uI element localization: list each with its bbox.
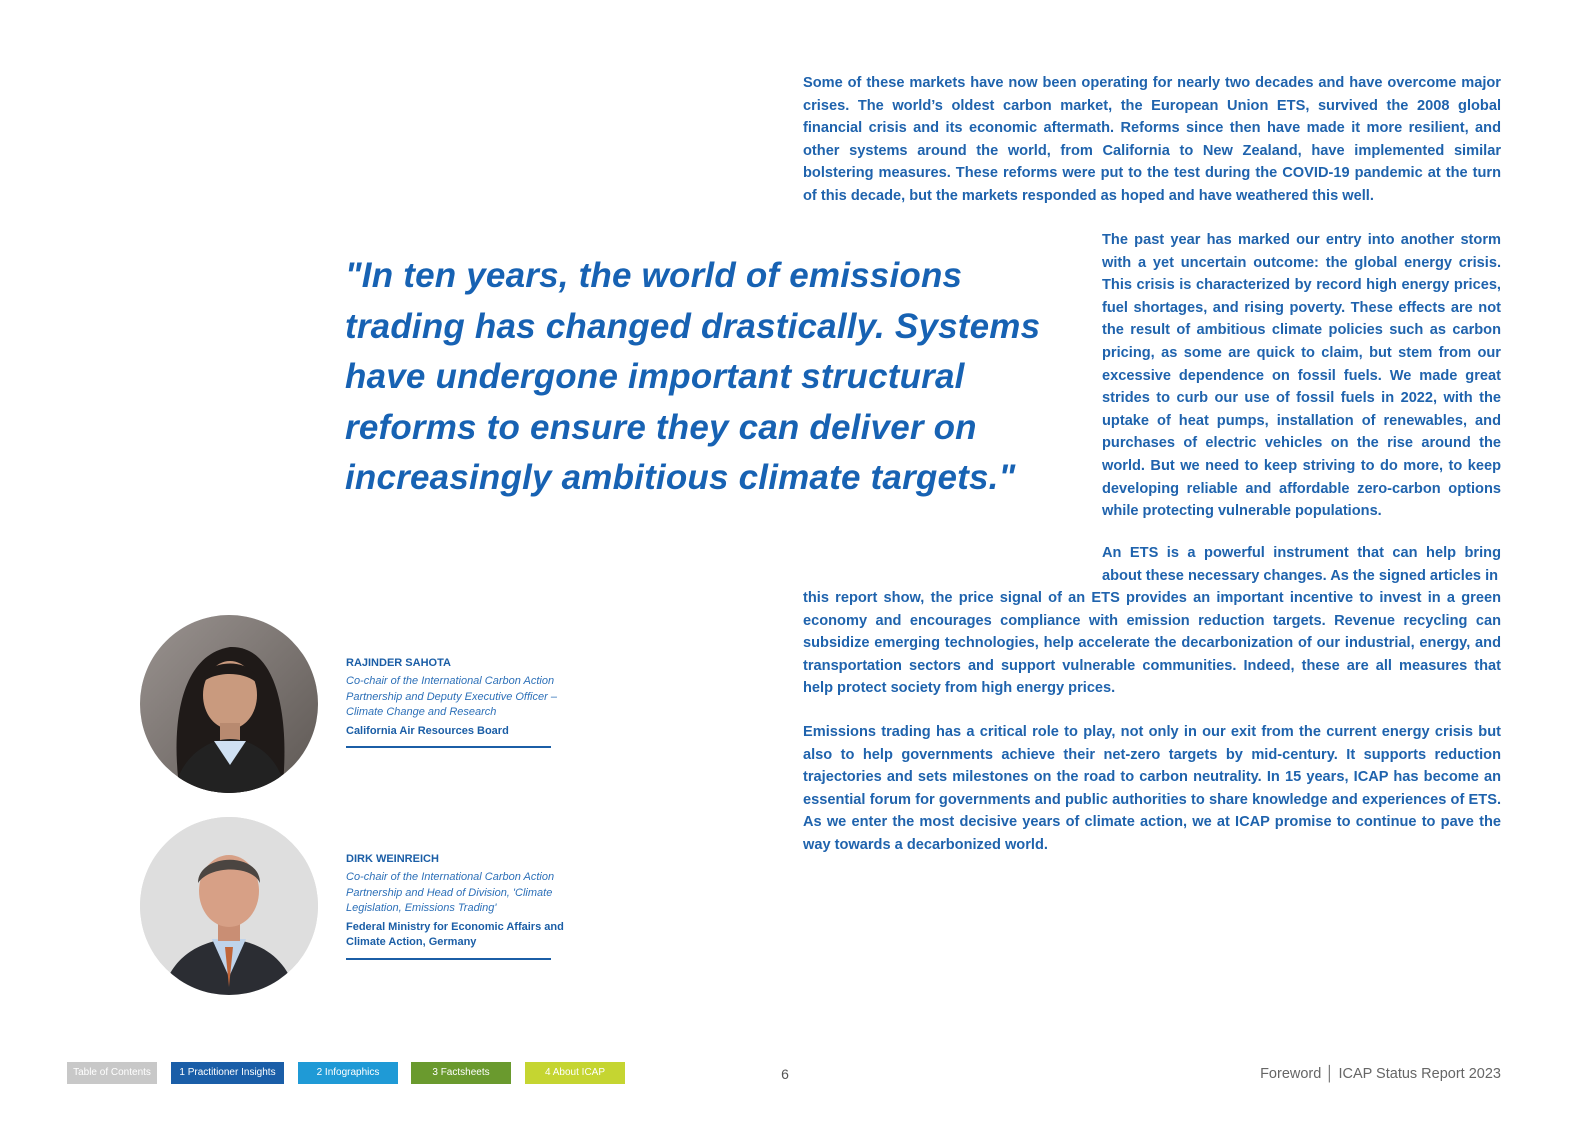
author-role: Co-chair of the International Carbon Action Partnership and Deputy Executive Officer – Climate Change and Research — [346, 675, 557, 718]
author-dirk-weinreich — [346, 853, 586, 960]
paragraph-ets-instrument-start: An ETS is a powerful instrument that can help bring about these necessary changes. As the signed articles in — [1102, 545, 1501, 584]
author-name: RAJINDER SAHOTA — [346, 657, 451, 669]
nav-factsheets[interactable]: 3 Factsheets — [411, 1062, 511, 1084]
nav-about-icap[interactable]: 4 About ICAP — [525, 1062, 625, 1084]
avatar-dirk-weinreich — [140, 817, 318, 995]
paragraph-closing: Emissions trading has a critical role to play, not only in our exit from the current energy crisis but also to help governments achieve their net-zero targets by mid-century. It supports reduction trajectories and sets milestones on the road to carbon neutrality. In 15 years, ICAP has become an essential forum for governments and public authorities to share knowledge and experiences of ETS. As we enter the most decisive years of climate action, we at ICAP promise to continue to pave the way towards a decarbonized world. — [803, 724, 1501, 853]
avatar-rajinder-sahota — [140, 615, 318, 793]
author-organization: California Air Resources Board — [346, 724, 509, 737]
paragraph-ets-instrument: this report show, the price signal of an ETS provides an important incentive to invest in a green economy and encourages compliance with emission reduction targets. Revenue recycling can subsidize emerging technologies, help accelerate the decarbonization of our industrial, energy, and transportation sectors and support vulnerable communities. Indeed, these are all measures that help protect society from high energy prices. — [803, 590, 1501, 697]
page-number: 6 — [781, 1066, 789, 1082]
paragraph-energy-crisis: The past year has marked our entry into another storm with a yet uncertain outcome: the global energy crisis. This crisis is characterized by record high energy prices, fuel shortages, and rising poverty. These effects are not the result of ambitious climate policies such as carbon pricing, as some are quick to claim, but stem from our excessive dependence on fossil fuels. We made great strides to curb our use of fossil fuels in 2022, with the uptake of heat pumps, installation of renewables, and purchases of electric vehicles on the rise around the world. But we need to keep striving to do more, to keep developing reliable and affordable zero-carbon options while protecting vulnerable populations. — [1102, 232, 1501, 520]
running-title: Foreword │ ICAP Status Report 2023 — [1260, 1066, 1501, 1082]
nav-infographics[interactable]: 2 Infographics — [298, 1062, 398, 1084]
author-organization: Federal Ministry for Economic Affairs and Climate Action, Germany — [346, 920, 564, 948]
nav-table-of-contents[interactable]: Table of Contents — [67, 1062, 157, 1084]
author-rajinder-sahota — [346, 657, 586, 748]
divider — [346, 958, 551, 960]
pull-quote: "In ten years, the world of emissions trading has changed drastically. Systems have undergone important structural reforms to ensure they can deliver on increasingly ambitious climate targets." — [345, 256, 1041, 497]
paragraph-intro: Some of these markets have now been operating for nearly two decades and have overcome major crises. The world’s oldest carbon market, the European Union ETS, survived the 2008 global financial crisis and its economic aftermath. Reforms since then have made it more resilient, and other systems around the world, from California to New Zealand, have implemented similar bolstering measures. These reforms were put to the test during the COVID-19 pandemic at the turn of this decade, but the markets responded as hoped and have weathered this well. — [803, 75, 1501, 204]
nav-practitioner-insights[interactable]: 1 Practitioner Insights — [171, 1062, 284, 1084]
divider — [346, 746, 551, 748]
author-name: DIRK WEINREICH — [346, 853, 439, 865]
author-role: Co-chair of the International Carbon Action Partnership and Head of Division, 'Climate Legislation, Emissions Trading' — [346, 871, 555, 914]
